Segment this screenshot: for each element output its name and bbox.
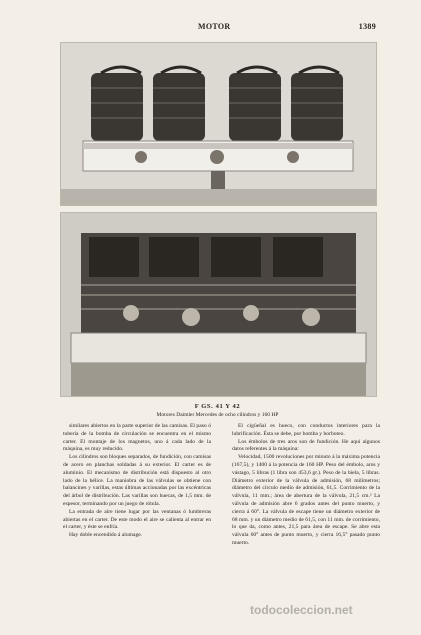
- page-number: 1389: [358, 22, 376, 31]
- engine-photo-bottom-image: [61, 213, 376, 396]
- running-title: MOTOR: [198, 22, 231, 31]
- paragraph: Los cilindros son bloques separados, de fundición, con camisas de acero en planchas soldadas á su exterior. El carter es de aluminio. El mecanismo de distribución está dispuesto al otro lado de la hélice. La maniobra de las válvulas se obtiene con balancines y varillas, estas últimas accionadas por las excéntricas del árbol de distribución. Las varillas son huecas, de 1,5 mm. de espesor, terminando por un juego de rótula.: [63, 454, 211, 507]
- paragraph: El cigüeñal es hueco, con conductos interiores para la lubrificación. Ésta se debe, por bomba y borboteo.: [232, 423, 380, 437]
- paragraph: similares abiertos en la parte superior de las camisas. El paso ó tubería de la bomba de circulación se encuentra en el mismo carter. El montaje de los magnetos, uno á cada lado de la máquina, es muy reducido.: [63, 423, 211, 453]
- figure-label: F GS. 41 Y 42: [194, 403, 241, 410]
- paragraph: Los émbolos de tres aros son de fundición. He aquí algunos datos referentes á la máquina:: [232, 438, 380, 453]
- engine-photo-top: [60, 42, 377, 206]
- figure-caption: Motores Daimler Mercedes de ocho cilindros y 160 HP: [156, 412, 279, 418]
- paragraph: La entrada de aire tiene lugar por las ventanas ó lumbreras abiertas en el carter. De este modo el aire se calienta al entrar en el carter, y éste se enfría.: [63, 508, 211, 531]
- right-text-column: [232, 423, 380, 548]
- paragraph: Hay doble encendido á alumage.: [69, 532, 143, 539]
- engine-photo-bottom: [60, 212, 377, 397]
- engine-photo-top-image: [61, 43, 376, 205]
- watermark: todocoleccion.net: [250, 603, 353, 617]
- left-text-column: [63, 423, 211, 540]
- paragraph: Velocidad, 1500 revoluciones por minuto á la máxima potencia (167,5), y 1400 á la potencia de 160 HP. Peso del émbolo, aros y vástago, 5 libras (1 libra son 453,6 gr.). Peso de la biela, 5 libras. Diámetro exterior de la válvula de admisión, 68 milímetros; diámetro del círculo medio de admisión, 61,5. Corrimiento de la válvula, 11 mm.; área de abertura de la válvula, 21,5 cm.² La válvula de admisión abre 6 grados antes del punto muerto, y cierra á 60°. La válvula de escape tiene un diámetro exterior de 68 mm. y un diámetro medio de 61,5, con 11 mm. de corrimiento, lo que da, como antes, 21,5 para área de escape. Se abre esta válvula 60° antes de punto muerto, y cierra 16,5° pasado punto muerto.: [232, 454, 380, 546]
- page-header: [58, 22, 376, 34]
